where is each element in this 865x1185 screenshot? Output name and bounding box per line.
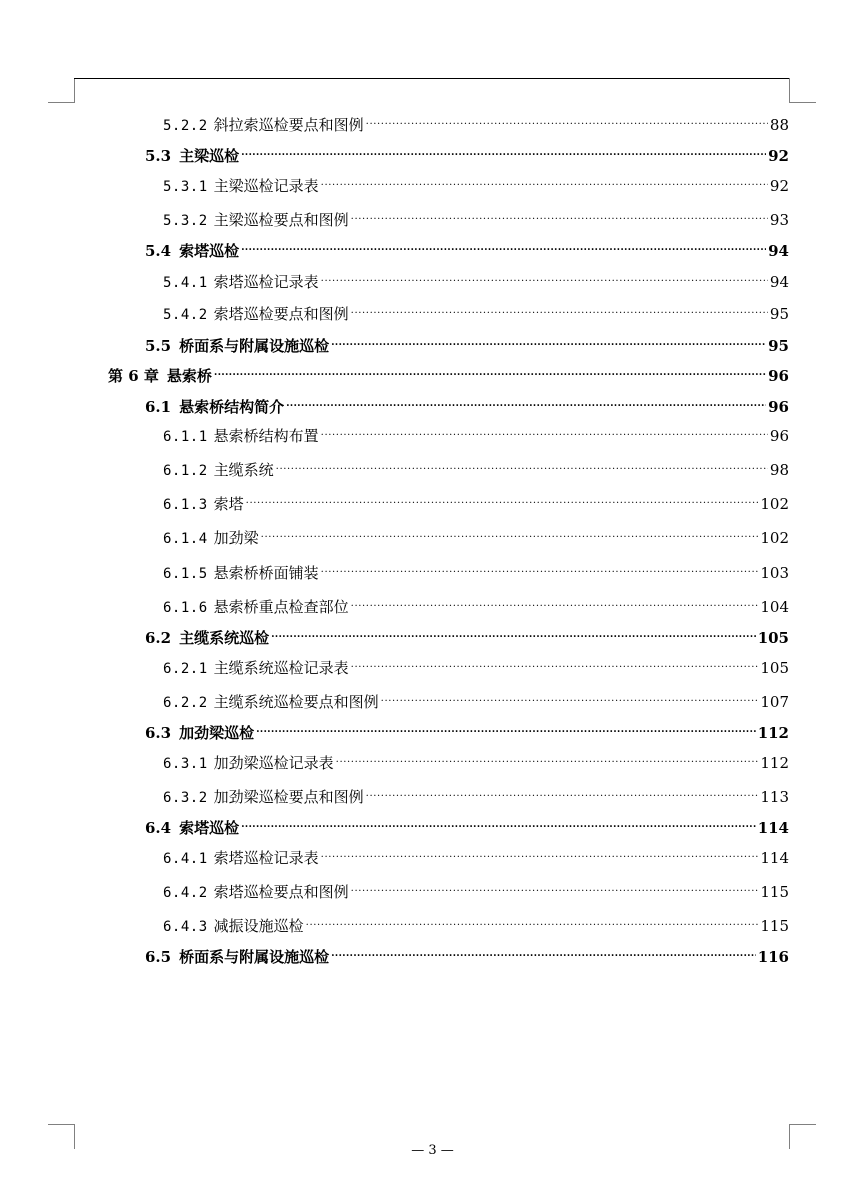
toc-entry-number: 6.1.4 [163,531,208,547]
toc-leader-dots [241,234,766,256]
toc-entry-number: 6.4.2 [163,885,208,901]
toc-entry-page: 114 [757,819,789,837]
toc-entry[interactable] [163,780,789,806]
toc-entry-number: 6.1.1 [163,429,208,445]
toc-entry-page: 103 [760,564,789,582]
toc-entry-title: 主缆系统巡检 [179,629,270,647]
toc-entry-number: 6.5 [145,948,172,966]
toc-entry[interactable] [163,108,789,134]
toc-leader-dots [351,651,759,673]
toc-entry-title: 加劲梁巡检要点和图例 [213,788,364,806]
toc-leader-dots [214,359,766,381]
toc-entry-number: 6.1.2 [163,463,208,479]
toc-entry-number: 5.4 [145,242,172,260]
toc-leader-dots [271,621,756,643]
toc-entry-title: 加劲梁 [213,529,259,547]
toc-entry-title: 悬索桥结构简介 [179,398,285,416]
toc-entry[interactable] [163,590,789,616]
toc-entry-page: 92 [768,147,789,165]
toc-entry-page: 107 [760,693,789,711]
toc-entry[interactable] [145,940,789,966]
toc-entry[interactable] [163,746,789,772]
toc-leader-dots [246,487,759,509]
toc-entry-number: 6.2.2 [163,695,208,711]
toc-entry-page: 95 [769,305,789,323]
toc-entry-number: 6.1.3 [163,497,208,513]
toc-leader-dots [321,169,768,191]
toc-entry-title: 悬索桥 [166,367,212,385]
toc-entry-title: 斜拉索巡检要点和图例 [213,116,364,134]
toc-leader-dots [241,139,766,161]
toc-leader-dots [331,940,756,962]
toc-leader-dots [306,909,759,931]
toc-entry-number: 6.3.2 [163,790,208,806]
toc-entry-number: 6.4.1 [163,851,208,867]
toc-entry-title: 主梁巡检记录表 [213,177,319,195]
toc-entry-title: 加劲梁巡检记录表 [213,754,334,772]
toc-leader-dots [351,590,759,612]
toc-entry[interactable] [145,390,789,416]
toc-entry-number: 6.1.5 [163,566,208,582]
page-number: — 3 — [411,1143,454,1158]
toc-entry-number: 5.3.1 [163,179,208,195]
toc-entry-title: 索塔巡检 [179,819,240,837]
toc-entry-title: 主缆系统 [213,461,274,479]
toc-entry[interactable] [163,521,789,547]
toc-entry[interactable] [145,621,789,647]
toc-leader-dots [286,390,766,412]
toc-entry-title: 主梁巡检 [179,147,240,165]
toc-entry[interactable] [163,419,789,445]
toc-entry-title: 主缆系统巡检要点和图例 [213,693,379,711]
toc-entry-title: 索塔巡检记录表 [213,849,319,867]
toc-entry-page: 94 [768,242,789,260]
toc-leader-dots [241,811,756,833]
toc-entry-number: 5.4.2 [163,307,208,323]
toc-entry-page: 113 [760,788,789,806]
toc-leader-dots [321,556,759,578]
toc-entry-page: 96 [768,398,789,416]
toc-entry-title: 加劲梁巡检 [179,724,255,742]
toc-entry[interactable] [163,909,789,935]
toc-entry-page: 96 [769,427,789,445]
toc-entry[interactable] [163,297,789,323]
toc-leader-dots [321,419,768,441]
toc-entry[interactable] [163,651,789,677]
toc-entry-number: 6.1.6 [163,600,208,616]
toc-entry-page: 115 [760,883,789,901]
toc-entry[interactable] [145,139,789,165]
toc-entry[interactable] [145,716,789,742]
toc-entry-title: 桥面系与附属设施巡检 [179,337,330,355]
toc-entry-number: 5.3 [145,147,172,165]
toc-leader-dots [261,521,759,543]
toc-leader-dots [331,329,766,351]
toc-leader-dots [276,453,768,475]
toc-entry[interactable] [163,453,789,479]
toc-leader-dots [366,108,768,130]
toc-entry-page: 94 [769,273,789,291]
toc-entry-page: 114 [760,849,789,867]
toc-leader-dots [351,875,759,897]
toc-entry-page: 88 [769,116,789,134]
toc-entry-title: 索塔巡检记录表 [213,273,319,291]
toc-leader-dots [321,265,768,287]
toc-entry-title: 主缆系统巡检记录表 [213,659,349,677]
toc-entry[interactable] [108,359,789,385]
toc-leader-dots [351,203,768,225]
toc-entry[interactable] [163,203,789,229]
toc-entry-number: 第 6 章 [108,367,159,385]
toc-entry-number: 5.2.2 [163,118,208,134]
toc-entry[interactable] [163,685,789,711]
toc-entry-title: 减振设施巡检 [213,917,304,935]
toc-entry-title: 悬索桥重点检查部位 [213,598,349,616]
toc-entry-number: 6.2 [145,629,172,647]
toc-entry-page: 92 [769,177,789,195]
toc-entry-page: 102 [760,529,789,547]
toc-entry-page: 116 [757,948,789,966]
toc-entry-page: 112 [757,724,789,742]
toc-entry[interactable] [163,487,789,513]
toc-entry[interactable] [145,329,789,355]
toc-entry-number: 5.5 [145,337,172,355]
toc-entry-title: 主梁巡检要点和图例 [213,211,349,229]
toc-entry-title: 索塔巡检要点和图例 [213,883,349,901]
toc-entry[interactable] [163,556,789,582]
toc-entry[interactable] [163,169,789,195]
toc-entry-number: 6.4.3 [163,919,208,935]
toc-entry-title: 悬索桥桥面铺装 [213,564,319,582]
toc-entry-page: 98 [769,461,789,479]
toc-leader-dots [351,297,768,319]
toc-entry-number: 6.1 [145,398,172,416]
toc-entry-page: 102 [760,495,789,513]
toc-entry-page: 115 [760,917,789,935]
toc-entry[interactable] [145,811,789,837]
toc-entry-page: 112 [760,754,789,772]
toc-entry-title: 索塔巡检要点和图例 [213,305,349,323]
toc-entry[interactable] [163,875,789,901]
toc-leader-dots [321,841,759,863]
toc-leader-dots [366,780,759,802]
toc-leader-dots [256,716,756,738]
toc-entry[interactable] [145,234,789,260]
toc-entry-number: 5.3.2 [163,213,208,229]
toc-entry-page: 96 [768,367,789,385]
toc-leader-dots [336,746,759,768]
toc-entry-number: 6.3.1 [163,756,208,772]
toc-entry-page: 93 [769,211,789,229]
toc-entry-number: 6.3 [145,724,172,742]
toc-entry-page: 95 [768,337,789,355]
toc-entry[interactable] [163,265,789,291]
toc-entry-number: 6.4 [145,819,172,837]
toc-entry-title: 索塔巡检 [179,242,240,260]
toc-entry-title: 悬索桥结构布置 [213,427,319,445]
toc-entry[interactable] [163,841,789,867]
toc-entry-title: 索塔 [213,495,244,513]
toc-leader-dots [381,685,759,707]
toc-entry-page: 104 [760,598,789,616]
toc-entry-number: 5.4.1 [163,275,208,291]
toc-entry-page: 105 [757,629,789,647]
toc-entry-title: 桥面系与附属设施巡检 [179,948,330,966]
toc-entry-page: 105 [760,659,789,677]
toc-entry-number: 6.2.1 [163,661,208,677]
